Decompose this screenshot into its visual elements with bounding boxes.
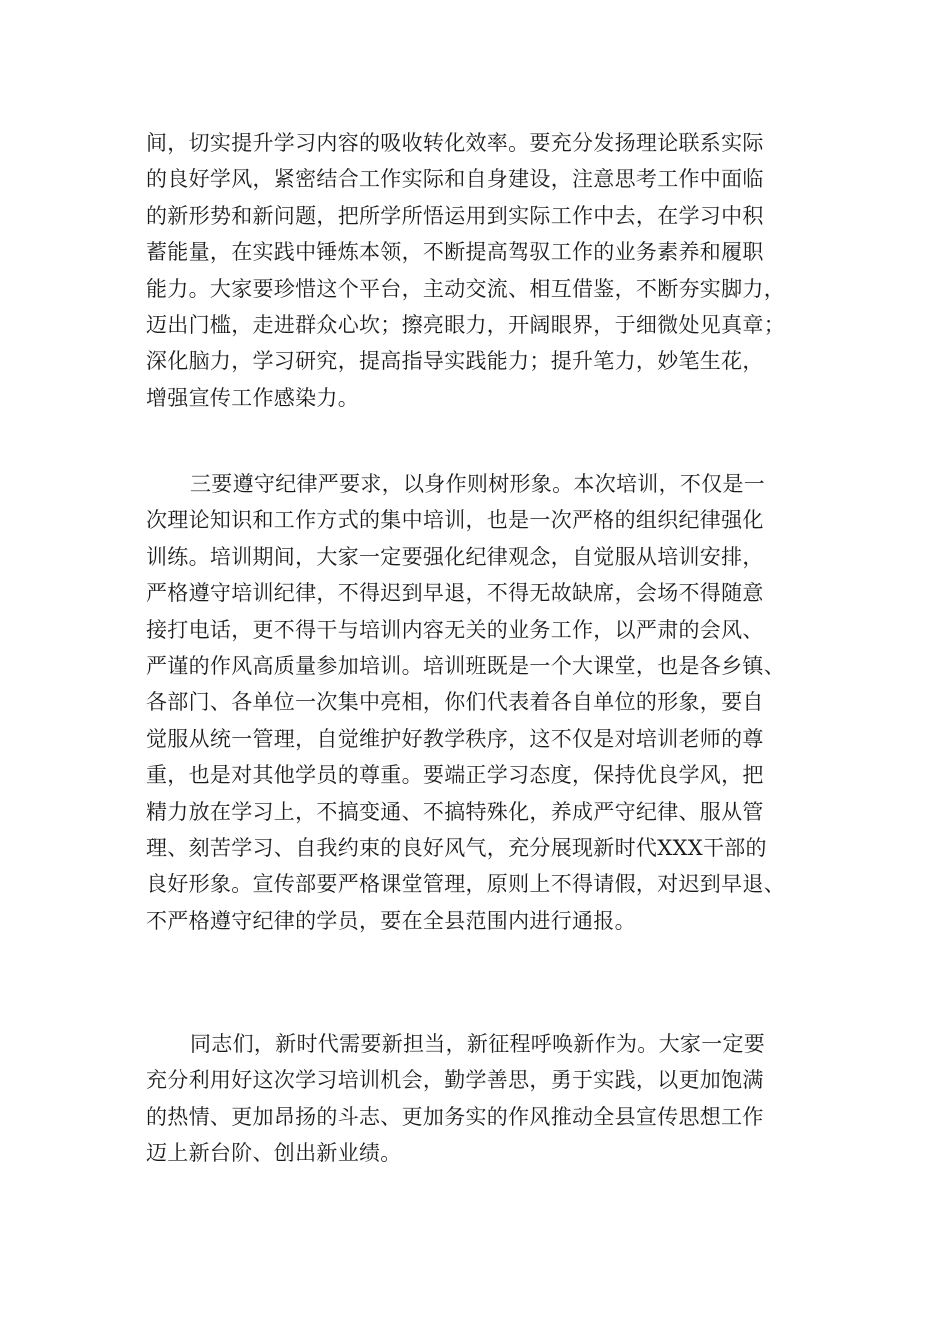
text-line: 训练。培训期间，大家一定要强化纪律观念，自觉服从培训安排，: [146, 544, 764, 569]
text-line: 能力。大家要珍惜这个平台，主动交流、相互借鉴，不断夯实脚力，: [146, 276, 785, 301]
text-line: 的新形势和新问题，把所学所悟运用到实际工作中去，在学习中积: [146, 203, 764, 228]
text-line: 间，切实提升学习内容的吸收转化效率。要充分发扬理论联系实际: [146, 131, 764, 155]
text-line: 的良好学风，紧密结合工作实际和自身建设，注意思考工作中面临: [146, 167, 764, 192]
text-line: 觉服从统一管理，自觉维护好教学秩序，这不仅是对培训老师的尊: [146, 726, 764, 751]
text-line: 不严格遵守纪律的学员，要在全县范围内进行通报。: [146, 908, 636, 933]
text-line: 三要遵守纪律严要求，以身作则树形象。本次培训，不仅是一: [190, 472, 766, 496]
text-line: 充分利用好这次学习培训机会，勤学善思，勇于实践，以更加饱满: [146, 1068, 764, 1093]
text-line: 蓄能量，在实践中锤炼本领，不断提高驾驭工作的业务素养和履职: [146, 240, 764, 265]
text-line: 的热情、更加昂扬的斗志、更加务实的作风推动全县宣传思想工作: [146, 1104, 764, 1129]
text-line: 严谨的作风高质量参加培训。培训班既是一个大课堂，也是各乡镇、: [146, 653, 785, 678]
text-line: 严格遵守培训纪律，不得迟到早退，不得无故缺席，会场不得随意: [146, 581, 764, 606]
text-line: 接打电话，更不得干与培训内容无关的业务工作，以严肃的会风、: [146, 617, 764, 642]
text-line: 迈上新台阶、创出新业绩。: [146, 1141, 402, 1166]
paragraph-closing: [146, 1026, 818, 1172]
text-line: 良好形象。宣传部要严格课堂管理，原则上不得请假，对迟到早退、: [146, 872, 785, 897]
text-line: 重，也是对其他学员的尊重。要端正学习态度，保持优良学风，把: [146, 763, 764, 788]
text-line: 迈出门槛，走进群众心坎；擦亮眼力，开阔眼界，于细微处见真章；: [146, 312, 785, 337]
text-line: 次理论知识和工作方式的集中培训，也是一次严格的组织纪律强化: [146, 508, 764, 533]
text-line: 深化脑力，学习研究，提高指导实践能力；提升笔力，妙笔生花，: [146, 349, 764, 374]
text-line: 增强宣传工作感染力。: [146, 385, 359, 410]
paragraph-study-efficiency: [146, 125, 818, 416]
text-line: 同志们，新时代需要新担当，新征程呼唤新作为。大家一定要: [190, 1032, 766, 1056]
text-line: 理、刻苦学习、自我约束的良好风气，充分展现新时代XXX干部的: [146, 835, 767, 860]
text-line: 精力放在学习上，不搞变通、不搞特殊化，养成严守纪律、服从管: [146, 799, 764, 824]
paragraph-discipline: [146, 466, 818, 939]
text-line: 各部门、各单位一次集中亮相，你们代表着各自单位的形象，要自: [146, 690, 764, 715]
